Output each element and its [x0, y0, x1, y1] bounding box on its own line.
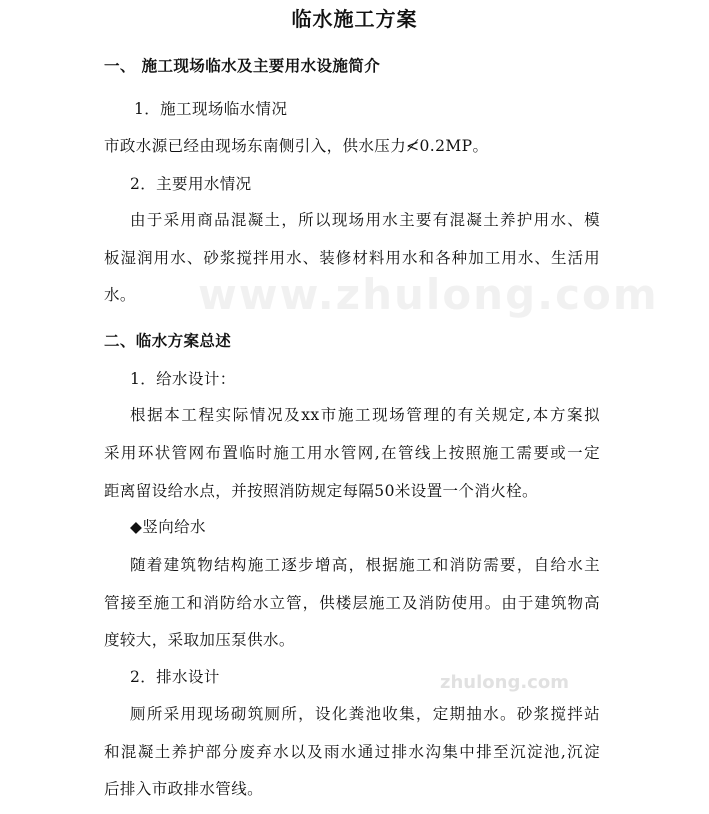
section2-sub1-line-1: 根据本工程实际情况及xx市施工现场管理的有关规定,本方案拟	[130, 406, 600, 424]
section1-sub1-heading: 1．施工现场临水情况	[134, 100, 288, 118]
watermark-main: www.zhulong.com	[198, 270, 659, 319]
section2-heading: 二、临水方案总述	[104, 331, 232, 350]
section2-sub1-heading: 1．给水设计：	[130, 370, 236, 388]
section1-sub1-text: 市政水源已经由现场东南侧引入，供水压力≮0.2MP。	[104, 137, 489, 155]
section2-sub1-line-3: 距离留设给水点，并按照消防规定每隔50米设置一个消火栓。	[104, 482, 538, 500]
section1-sub2-line-1: 由于采用商品混凝土，所以现场用水主要有混凝土养护用水、模	[130, 211, 600, 229]
drainage-line-3: 后排入市政排水管线。	[104, 780, 264, 798]
vertical-supply-line-3: 度较大，采取加压泵供水。	[104, 631, 295, 649]
section1-sub2-line-2: 板湿润用水、砂浆搅拌用水、装修材料用水和各种加工用水、生活用	[104, 249, 600, 267]
drainage-line-1: 厕所采用现场砌筑厕所，设化粪池收集，定期抽水。砂浆搅拌站	[130, 705, 600, 723]
vertical-supply-heading: ◆竖向给水	[130, 518, 206, 536]
vertical-supply-line-2: 管接至施工和消防给水立管，供楼层施工及消防使用。由于建筑物高	[104, 594, 600, 612]
section1-sub2-heading: 2．主要用水情况	[130, 175, 252, 193]
section2-sub1-line-2: 采用环状管网布置临时施工用水管网,在管线上按照施工需要或一定	[104, 444, 600, 462]
section1-sub2-line-3: 水。	[104, 286, 136, 304]
watermark-small: zhulong.com	[440, 672, 569, 693]
section2-sub2-heading: 2．排水设计	[130, 668, 220, 686]
drainage-line-2: 和混凝土养护部分废弃水以及雨水通过排水沟集中排至沉淀池,沉淀	[104, 743, 600, 761]
vertical-supply-line-1: 随着建筑物结构施工逐步增高，根据施工和消防需要，自给水主	[130, 556, 600, 574]
section1-heading: 一、 施工现场临水及主要用水设施简介	[104, 56, 381, 75]
document-title: 临水施工方案	[291, 7, 418, 31]
